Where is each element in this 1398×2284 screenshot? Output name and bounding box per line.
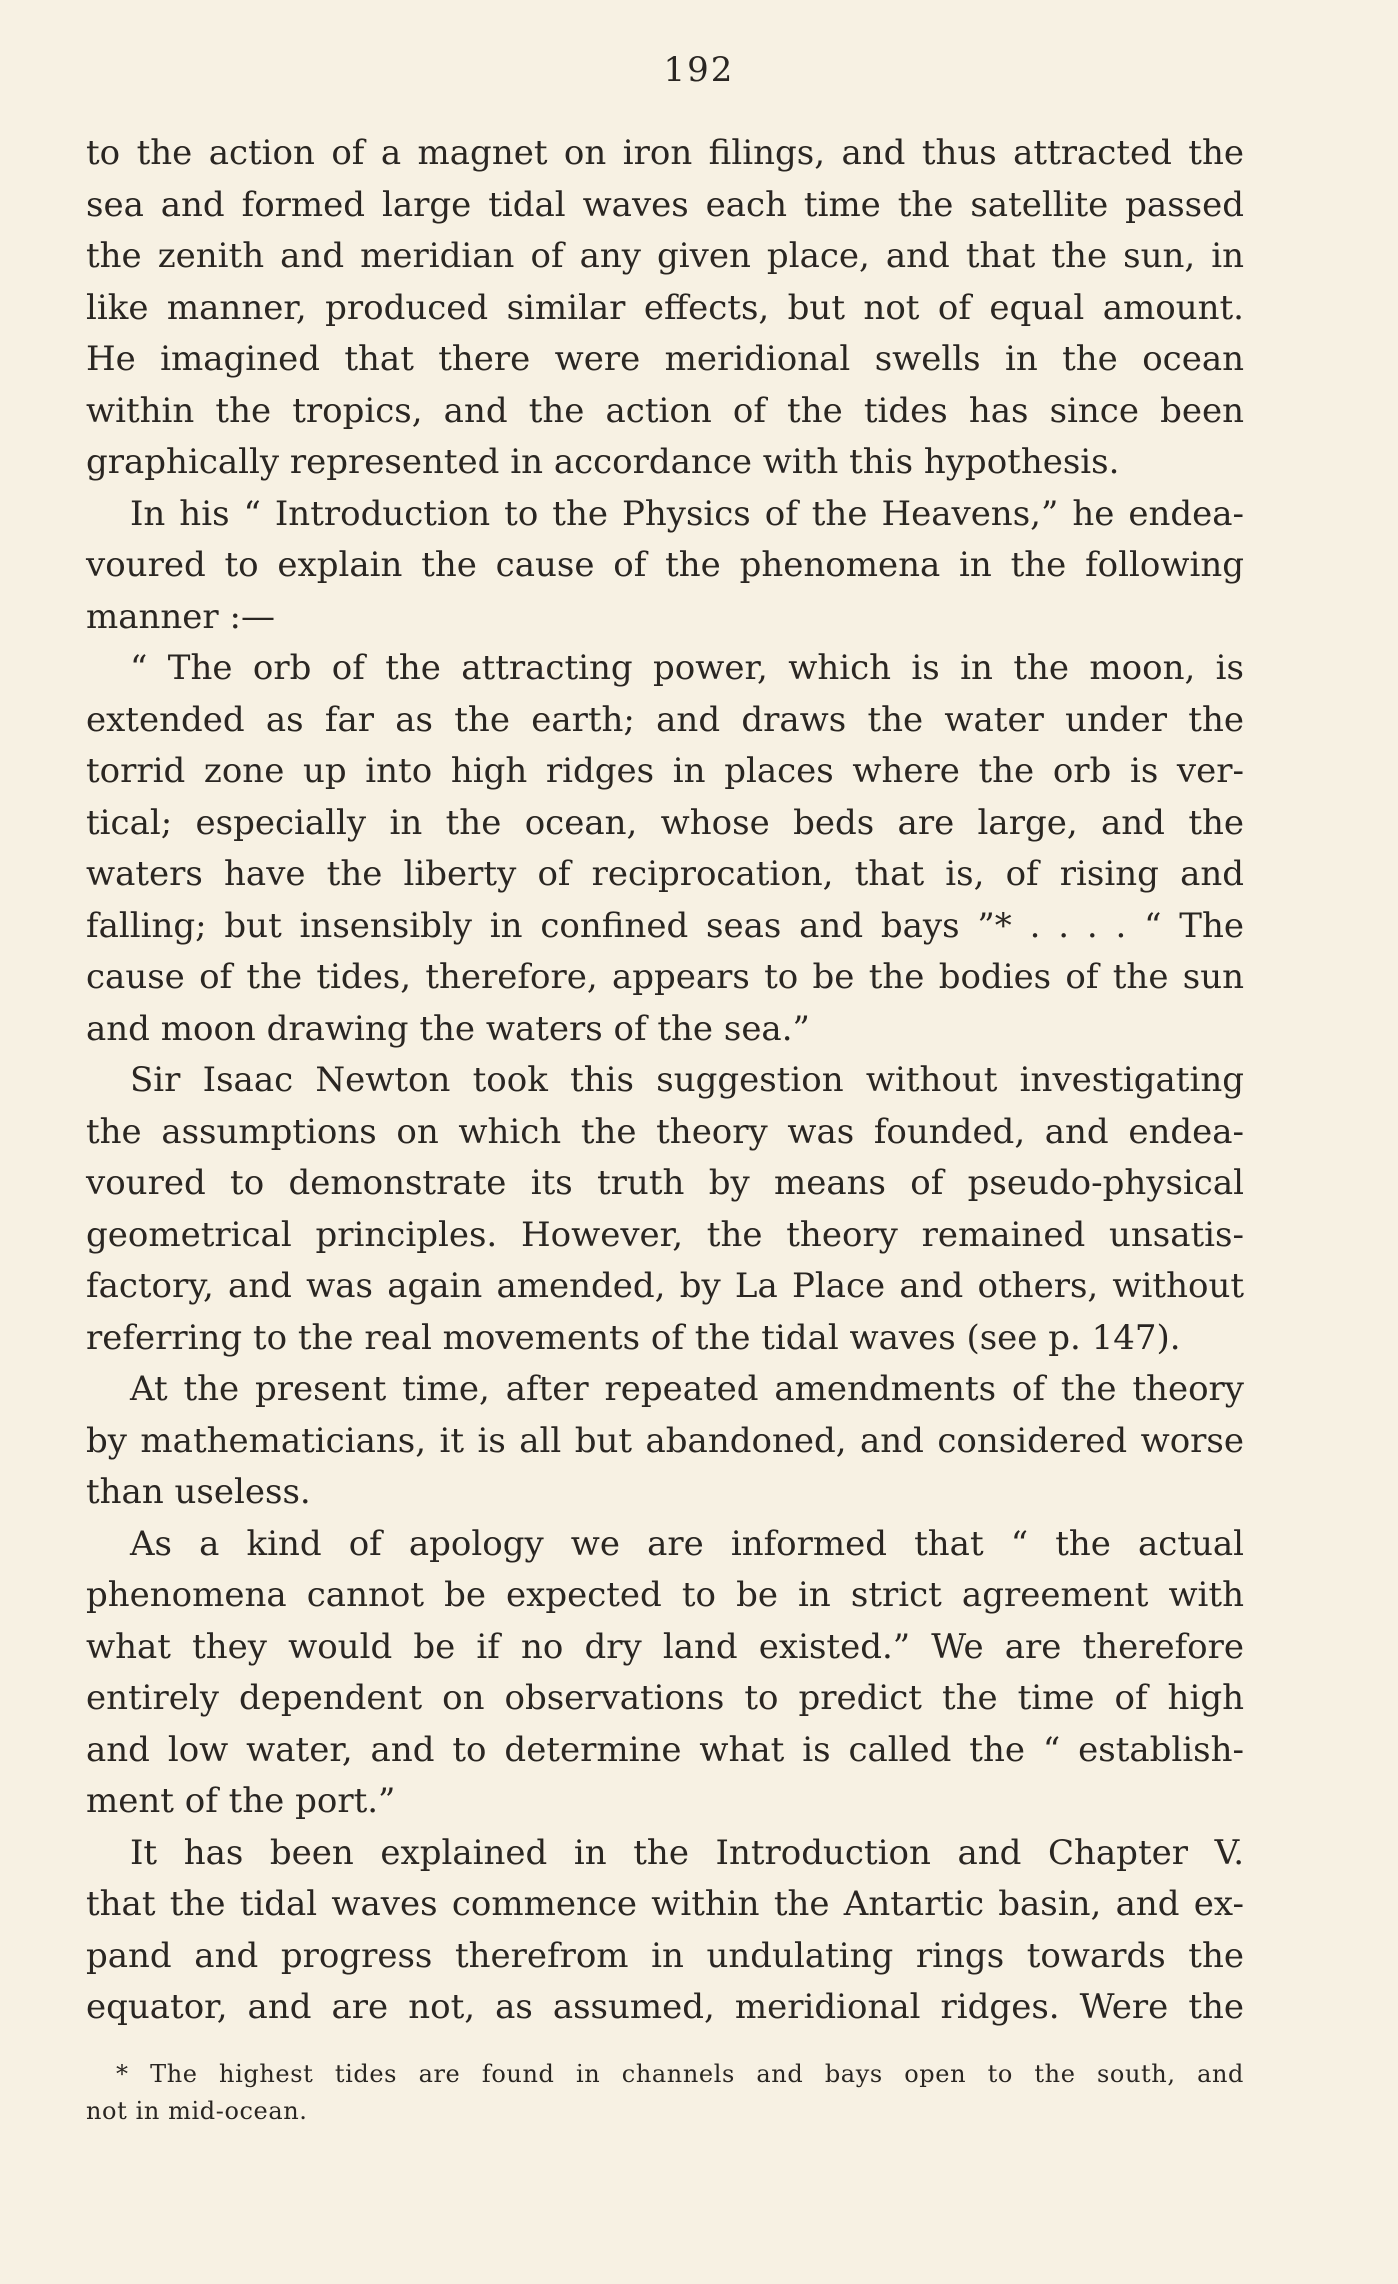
text-line: ment of the port.”	[86, 1781, 396, 1821]
text-line: referring to the real movements of the tidal waves (see p. 147).	[86, 1317, 1181, 1358]
text-line: than useless.	[86, 1472, 311, 1512]
text-line: As a kind of apology we are informed that “ the actual	[130, 1523, 1244, 1564]
text-line: sea and formed large tidal waves each time the satellite passed	[86, 184, 1244, 225]
footnote	[86, 2056, 1244, 2130]
body-text	[86, 128, 1244, 2034]
text-line: At the present time, after repeated amendments of the theory	[130, 1369, 1244, 1409]
text-line: “ The orb of the attracting power, which is in the moon, is	[130, 648, 1244, 688]
text-line: extended as far as the earth; and draws the water under the	[86, 699, 1244, 740]
text-line: tical; especially in the ocean, whose beds are large, and the	[86, 802, 1244, 843]
text-line: Sir Isaac Newton took this suggestion without investigating	[130, 1060, 1244, 1100]
text-line: pand and progress therefrom in undulating rings towards the	[86, 1935, 1244, 1976]
text-line: the zenith and meridian of any given place, and that the sun, in	[86, 236, 1244, 276]
text-line: geometrical principles. However, the theory remained unsatis-	[86, 1214, 1244, 1255]
text-line: entirely dependent on observations to predict the time of high	[86, 1678, 1244, 1718]
text-line: waters have the liberty of reciprocation, that is, of rising and	[86, 854, 1244, 894]
text-line: what they would be if no dry land existed.” We are therefore	[86, 1626, 1244, 1667]
text-line: and moon drawing the waters of the sea.”	[86, 1008, 810, 1049]
text-line: that the tidal waves commence within the Antartic basin, and ex-	[86, 1884, 1244, 1924]
text-line: to the action of a magnet on iron filings, and thus attracted the	[86, 133, 1244, 173]
text-line: within the tropics, and the action of the tides has since been	[86, 390, 1244, 431]
text-line: like manner, produced similar effects, but not of equal amount.	[86, 287, 1244, 328]
text-line: factory, and was again amended, by La Place and others, without	[86, 1266, 1244, 1306]
footnote-line: not in mid-ocean.	[86, 2097, 308, 2125]
footnote-line: * The highest tides are found in channels and bays open to the south, and	[116, 2060, 1244, 2088]
text-line: equator, and are not, as assumed, meridional ridges. Were the	[86, 1987, 1244, 2027]
text-line: the assumptions on which the theory was founded, and endea-	[86, 1111, 1244, 1152]
text-line: It has been explained in the Introduction and Chapter V.	[130, 1832, 1244, 1873]
text-line: In his “ Introduction to the Physics of the Heavens,” he endea-	[130, 493, 1244, 534]
text-line: by mathematicians, it is all but abandoned, and considered worse	[86, 1420, 1244, 1461]
text-line: manner :—	[86, 596, 275, 637]
text-line: He imagined that there were meridional swells in the ocean	[86, 339, 1244, 379]
text-line: voured to explain the cause of the phenomena in the following	[86, 545, 1244, 585]
text-line: voured to demonstrate its truth by means of pseudo-physical	[86, 1163, 1244, 1203]
page-number: 192	[663, 50, 735, 90]
text-line: phenomena cannot be expected to be in strict agreement with	[86, 1575, 1244, 1615]
text-line: graphically represented in accordance with this hypothesis.	[86, 442, 1120, 482]
text-line: cause of the tides, therefore, appears to be the bodies of the sun	[86, 957, 1244, 997]
text-line: torrid zone up into high ridges in places where the orb is ver-	[86, 751, 1244, 791]
text-line: and low water, and to determine what is called the “ establish-	[86, 1729, 1244, 1770]
text-line: falling; but insensibly in confined seas and bays ”* . . . . “ The	[86, 905, 1244, 946]
